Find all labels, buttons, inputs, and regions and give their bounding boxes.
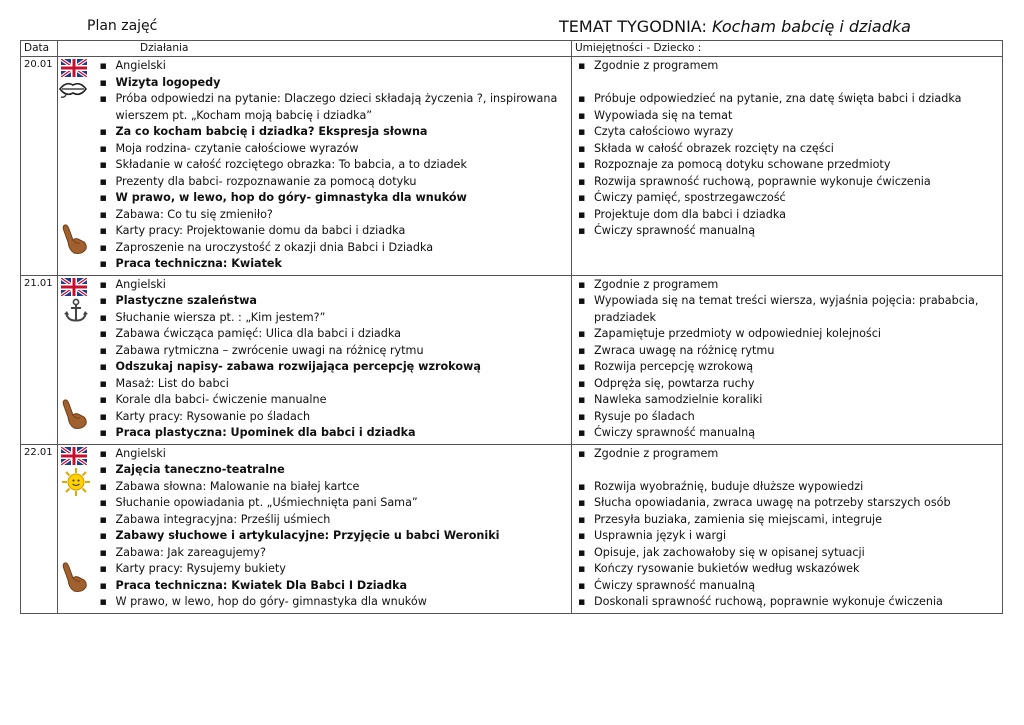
activity-item: ▪ Zabawa: Co tu się zmieniło? [94,207,572,224]
activity-item: ▪ Karty pracy: Rysowanie po śladach [94,409,572,426]
day-row [21,444,1003,613]
skill-item: ▪ Składa w całość obrazek rozcięty na części [572,141,1002,158]
activities-list [94,276,572,444]
lesson-plan-table [20,40,1003,614]
activity-item: ▪ Korale dla babci- ćwiczenie manualne [94,392,572,409]
day-row [21,275,1003,444]
skill-item: ▪ Wypowiada się na temat [572,108,1002,125]
skill-item: ▪ Zapamiętuje przedmioty w odpowiedniej kolejności [572,326,1002,343]
date-cell: 21.01 [21,275,58,444]
skill-item: ▪ Rozpoznaje za pomocą dotyku schowane przedmioty [572,157,1002,174]
skills-list [572,276,1002,444]
skill-item: ▪ Zgodnie z programem [572,446,1002,463]
activity-item: ▪ W prawo, w lewo, hop do góry- gimnastyka dla wnuków [94,190,572,207]
hand-pointer-icon [60,560,88,594]
skill-item: ▪ Nawleka samodzielnie koraliki [572,392,1002,409]
skill-item: ▪ Rysuje po śladach [572,409,1002,426]
theme-label: TEMAT TYGODNIA: [559,17,707,36]
col-header-skills: Umiejętności - Dziecko : [572,41,1003,57]
col-header-date: Data [21,41,58,57]
icon-cell [58,57,94,276]
day-row [21,57,1003,276]
skill-item: ▪ Zwraca uwagę na różnicę rytmu [572,343,1002,360]
uk-flag-icon [61,447,87,465]
hand-pointer-icon [60,222,88,256]
skill-item: ▪ Usprawnia język i wargi [572,528,1002,545]
skill-item: ▪ Odpręża się, powtarza ruchy [572,376,1002,393]
activity-item: ▪ Zabawa integracyjna: Prześlij uśmiech [94,512,572,529]
activity-item: ▪ Karty pracy: Projektowanie domu da babci i dziadka [94,223,572,240]
uk-flag-icon [61,59,87,77]
activity-item: ▪ Słuchanie wiersza pt. : „Kim jestem?” [94,310,572,327]
activity-item: ▪ Zabawy słuchowe i artykulacyjne: Przyjęcie u babci Weroniki [94,528,572,545]
skill-item: ▪ Słucha opowiadania, zwraca uwagę na potrzeby starszych osób [572,495,1002,512]
skill-item: ▪ Ćwiczy sprawność manualną [572,425,1002,442]
activity-item: ▪ Zaproszenie na uroczystość z okazji dnia Babci i Dziadka [94,240,572,257]
skill-item: ▪ Kończy rysowanie bukietów według wskazówek [572,561,1002,578]
skill-item: ▪ Ćwiczy pamięć, spostrzegawczość [572,190,1002,207]
skills-list [572,445,1002,613]
plan-title: Plan zajęć [87,18,158,34]
activity-item: ▪ Prezenty dla babci- rozpoznawanie za pomocą dotyku [94,174,572,191]
activity-item: ▪ Angielski [94,58,572,75]
skill-item: ▪ Projektuje dom dla babci i dziadka [572,207,1002,224]
activity-item: ▪ Zajęcia taneczno-teatralne [94,462,572,479]
activity-item: ▪ Słuchanie opowiadania pt. „Uśmiechnięta pani Sama” [94,495,572,512]
anchor-icon [63,298,89,324]
uk-flag-icon [61,278,87,296]
hand-pointer-icon [60,397,88,431]
activity-item: ▪ Wizyta logopedy [94,75,572,92]
activity-item: ▪ Angielski [94,446,572,463]
activity-item: ▪ Za co kocham babcię i dziadka? Ekspresja słowna [94,124,572,141]
activity-item: ▪ Próba odpowiedzi na pytanie: Dlaczego dzieci składają życzenia ?, inspirowana wierszem pt. „Kocham moją babcię i dziadka” [94,91,572,124]
speech-lips-icon [58,79,88,99]
theme-title: Kocham babcię i dziadka [711,17,911,36]
date-cell: 22.01 [21,444,58,613]
activity-item: ▪ Karty pracy: Rysujemy bukiety [94,561,572,578]
activity-item: ▪ Zabawa słowna: Malowanie na białej kartce [94,479,572,496]
activities-list [94,57,572,275]
skills-cell [572,275,1003,444]
table-header-row [21,41,1003,57]
activities-cell [94,57,572,276]
skill-item: ▪ Rozwija percepcję wzrokową [572,359,1002,376]
skill-item: ▪ Rozwija sprawność ruchową, poprawnie wykonuje ćwiczenia [572,174,1002,191]
skill-item: ▪ Wypowiada się na temat treści wiersza, wyjaśnia pojęcia: prababcia, pradziadek [572,293,1002,326]
skill-item: ▪ Zgodnie z programem [572,58,1002,75]
skill-item: ▪ Zgodnie z programem [572,277,1002,294]
skill-item: ▪ Doskonali sprawność ruchową, poprawnie wykonuje ćwiczenia [572,594,1002,611]
activity-item: ▪ Angielski [94,277,572,294]
date-cell: 20.01 [21,57,58,276]
skill-item: ▪ Rozwija wyobraźnię, buduje dłuższe wypowiedzi [572,462,1002,495]
sun-icon [61,467,91,497]
skill-item: ▪ Ćwiczy sprawność manualną [572,578,1002,595]
activities-cell [94,275,572,444]
activity-item: ▪ Praca plastyczna: Upominek dla babci i dziadka [94,425,572,442]
skill-item: ▪ Przesyła buziaka, zamienia się miejscami, integruje [572,512,1002,529]
activity-item: ▪ Moja rodzina- czytanie całościowe wyrazów [94,141,572,158]
activity-item: ▪ Zabawa ćwicząca pamięć: Ulica dla babci i dziadka [94,326,572,343]
activity-item: ▪ Plastyczne szaleństwa [94,293,572,310]
skills-cell [572,444,1003,613]
theme-heading [559,17,911,36]
activity-item: ▪ W prawo, w lewo, hop do góry- gimnastyka dla wnuków [94,594,572,611]
activity-item: ▪ Zabawa: Jak zareagujemy? [94,545,572,562]
activity-item: ▪ Masaż: List do babci [94,376,572,393]
skills-list [572,57,1002,242]
activity-item: ▪ Składanie w całość rozciętego obrazka: To babcia, a to dziadek [94,157,572,174]
col-header-activities: Działania [58,41,572,57]
skill-item: ▪ Ćwiczy sprawność manualną [572,223,1002,240]
activities-list [94,445,572,613]
activity-item: ▪ Praca techniczna: Kwiatek [94,256,572,273]
skills-cell [572,57,1003,276]
activity-item: ▪ Odszukaj napisy- zabawa rozwijająca percepcję wzrokową [94,359,572,376]
activities-cell [94,444,572,613]
icon-cell [58,275,94,444]
skill-item: ▪ Czyta całościowo wyrazy [572,124,1002,141]
icon-cell [58,444,94,613]
activity-item: ▪ Praca techniczna: Kwiatek Dla Babci I Dziadka [94,578,572,595]
skill-item: ▪ Opisuje, jak zachowałoby się w opisanej sytuacji [572,545,1002,562]
activity-item: ▪ Zabawa rytmiczna – zwrócenie uwagi na różnicę rytmu [94,343,572,360]
skill-item: ▪ Próbuje odpowiedzieć na pytanie, zna datę święta babci i dziadka [572,75,1002,108]
